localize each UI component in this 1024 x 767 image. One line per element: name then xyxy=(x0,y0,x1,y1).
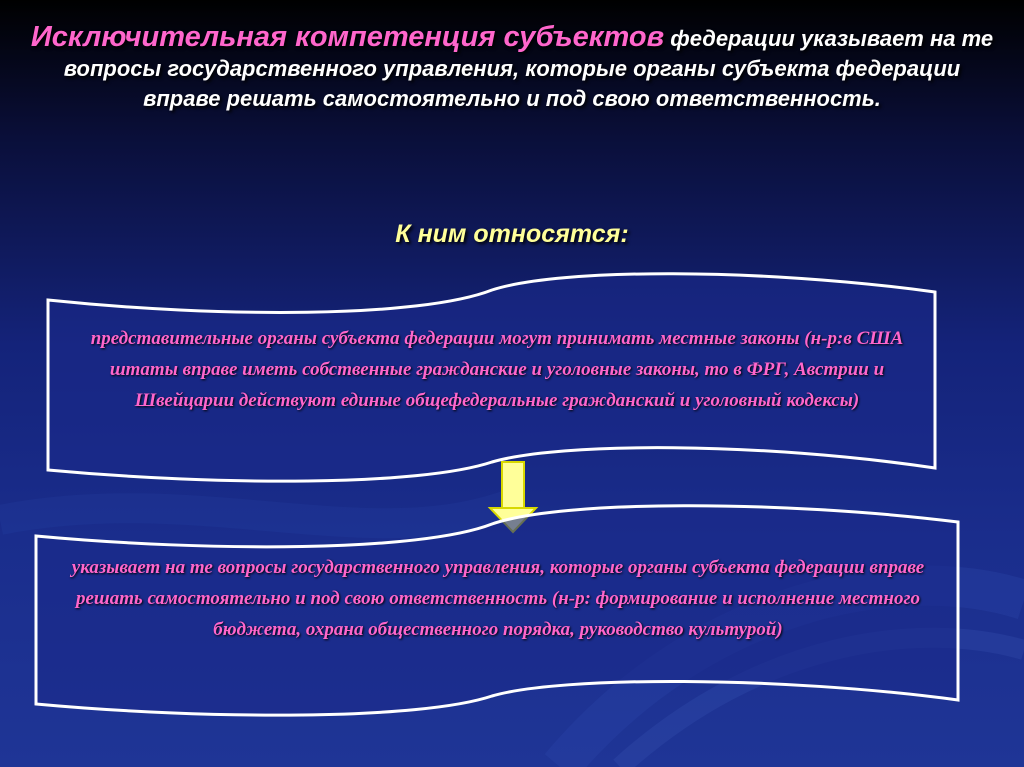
title-rest: федерации указывает на те вопросы государственного управления, которые органы субъекта федерации вправе решать самостоятельно и под свою ответственность. xyxy=(63,26,994,111)
title-accent: Исключительная компетенция субъектов xyxy=(30,21,665,53)
box2-text: указывает на те вопросы государственного управления, которые органы субъекта федерации вправе решать самостоятельно и под свою ответственность (н-р: формирование и исполнение местного бюджета, охрана общественного порядка, руководство культурой) xyxy=(71,557,925,640)
subheading: К ним относятся: xyxy=(395,220,629,248)
box1-text: представительные органы субъекта федерации могут принимать местные законы (н-р:в США штаты вправе иметь собственные гражданские и уголовные законы, то в ФРГ, Австрии и Швейцарии действуют единые общефедеральные гражданский и уголовный кодексы) xyxy=(90,328,904,411)
